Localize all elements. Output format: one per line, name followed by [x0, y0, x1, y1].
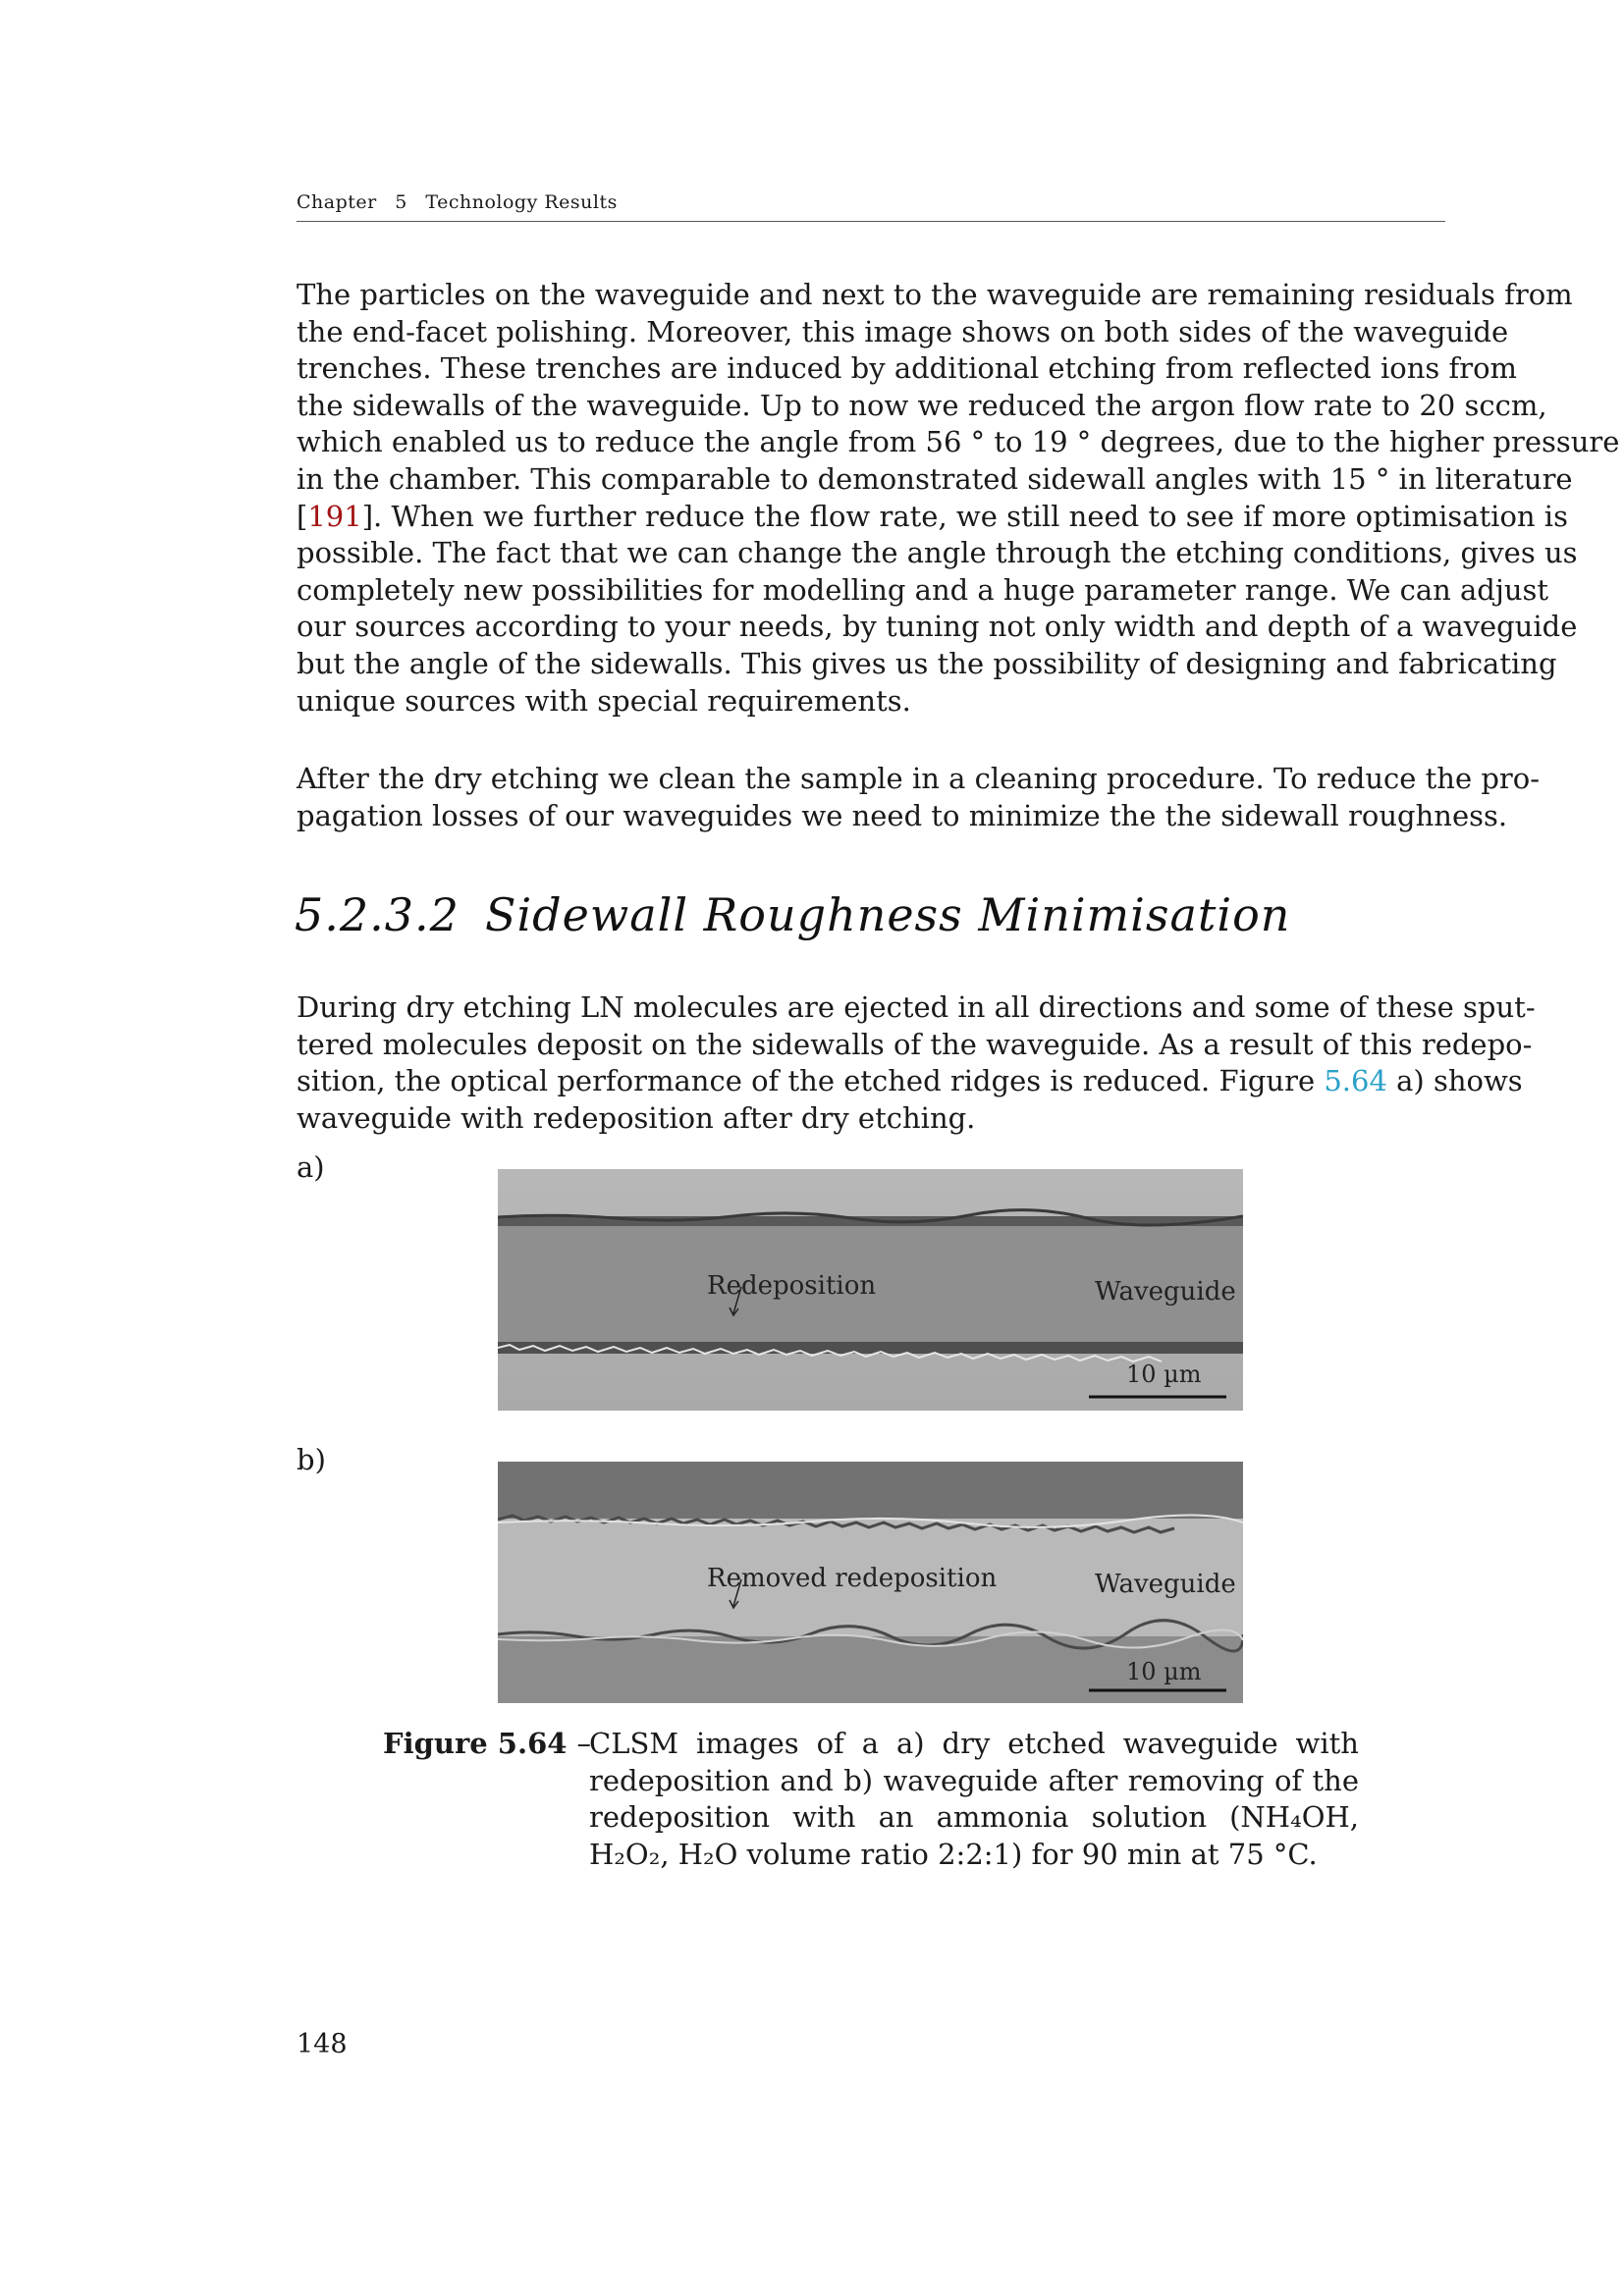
text-line: trenches. These trenches are induced by additional etching from reflected ions from [297, 351, 1518, 386]
text-line: pagation losses of our waveguides we need to minimize the the sidewall roughness. [297, 798, 1508, 832]
panel-b-label: b) [297, 1443, 326, 1476]
text-line: which enabled us to reduce the angle from 56 ° to 19 ° degrees, due to the higher pressure [297, 425, 1620, 459]
text-line: completely new possibilities for modelling and a huge parameter range. We can adjust [297, 572, 1549, 607]
scale-bar-label: 10 µm [1126, 1361, 1202, 1388]
text-line-with-figure-ref [297, 1063, 1523, 1100]
text-line: the end-facet polishing. Moreover, this image shows on both sides of the waveguide [297, 314, 1509, 348]
annotation-removed-redeposition: Removed redeposition [707, 1564, 998, 1593]
caption-dash: – [576, 1727, 592, 1760]
annotation-waveguide: Waveguide [1095, 1277, 1236, 1307]
text-line: The particles on the waveguide and next to the waveguide are remaining residuals from [297, 278, 1573, 311]
text-line: possible. The fact that we can change the angle through the etching conditions, gives us [297, 536, 1578, 570]
text-line: During dry etching LN molecules are ejected in all directions and some of these sput- [297, 990, 1536, 1024]
section-heading [295, 888, 1290, 941]
text-line: unique sources with special requirements. [297, 683, 911, 718]
text-before-ref: sition, the optical performance of the etched ridges is reduced. Figure [297, 1064, 1325, 1098]
scale-bar-label: 10 µm [1126, 1658, 1202, 1685]
text-line: tered molecules deposit on the sidewalls of the waveguide. As a result of this redepo- [297, 1027, 1533, 1061]
micrograph-a [498, 1169, 1243, 1411]
citation-open: [ [297, 499, 308, 533]
section-number: 5.2.3.2 [295, 888, 460, 941]
annotation-redeposition: Redeposition [707, 1271, 877, 1301]
text-line: waveguide with redeposition after dry etching. [297, 1100, 976, 1135]
text-line: but the angle of the sidewalls. This gives us the possibility of designing and fabricating [297, 646, 1557, 680]
chapter-word: Chapter [297, 191, 377, 213]
citation-rest: ]. When we further reduce the flow rate, we still need to see if more optimisation is [361, 499, 1568, 533]
chapter-title: Technology Results [425, 191, 618, 213]
text-line: in the chamber. This comparable to demonstrated sidewall angles with 15 ° in literature [297, 461, 1573, 496]
paragraph-redeposition [297, 989, 1536, 1137]
micrograph-b [498, 1462, 1243, 1703]
text-line: After the dry etching we clean the sample in a cleaning procedure. To reduce the pro- [297, 762, 1541, 795]
text-line-with-citation [297, 499, 1568, 536]
text-line: the sidewalls of the waveguide. Up to now we reduced the argon flow rate to 20 sccm, [297, 388, 1547, 422]
text-line: our sources according to your needs, by tuning not only width and depth of a waveguide [297, 610, 1578, 644]
section-title: Sidewall Roughness Minimisation [484, 888, 1291, 941]
panel-a-label: a) [297, 1150, 325, 1184]
figure-reference-link[interactable]: 5.64 [1324, 1064, 1387, 1098]
paragraph-particles [297, 277, 1620, 720]
annotation-waveguide: Waveguide [1095, 1570, 1236, 1599]
figure-caption-label [383, 1726, 591, 1763]
running-header [297, 191, 1445, 222]
page-number: 148 [297, 2029, 348, 2059]
figure-caption-text: CLSM images of a a) dry etched waveguide with redeposition and b) waveguide after removing of the redeposition with an ammonia solution (NH₄OH, H₂O₂, H₂O volume ratio 2:2:1) for 90 min at 75 °C. [589, 1727, 1359, 1871]
text-after-ref: a) shows [1386, 1064, 1523, 1098]
figure-number: Figure 5.64 [383, 1727, 568, 1760]
citation-link[interactable]: 191 [307, 499, 362, 533]
paragraph-dry-etching [297, 761, 1541, 834]
chapter-number: 5 [395, 191, 407, 213]
